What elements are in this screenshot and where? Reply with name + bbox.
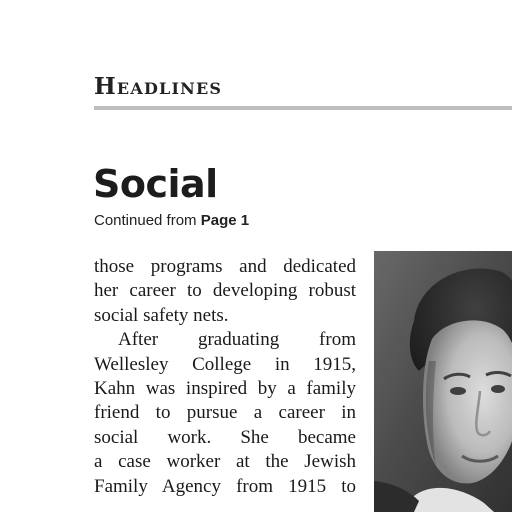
continued-from-note xyxy=(94,210,249,232)
body-line: social work. She became xyxy=(94,426,356,448)
body-line: Family Agency from 1915 to xyxy=(94,475,356,497)
portrait-photo xyxy=(374,251,512,512)
paragraph xyxy=(94,255,356,328)
article-title: Social xyxy=(93,162,218,206)
body-line: Wellesley College in 1915, xyxy=(94,353,356,375)
body-line: her career to developing robust xyxy=(94,280,356,302)
body-line: After graduating from xyxy=(118,329,356,351)
continued-prefix: Continued from xyxy=(94,212,201,229)
section-divider xyxy=(94,106,512,110)
body-line: those programs and dedicated xyxy=(94,256,356,277)
body-line: a case worker at the Jewish xyxy=(94,451,356,473)
article-body xyxy=(94,255,356,499)
body-line: Kahn was inspired by a family xyxy=(94,378,356,400)
body-line: friend to pursue a career in xyxy=(94,402,356,424)
body-line: social safety nets. xyxy=(94,304,229,326)
continued-page-reference: Page 1 xyxy=(200,212,250,229)
portrait-photo-icon xyxy=(374,251,512,512)
paragraph xyxy=(94,328,356,499)
section-heading: Headlines xyxy=(94,73,223,100)
